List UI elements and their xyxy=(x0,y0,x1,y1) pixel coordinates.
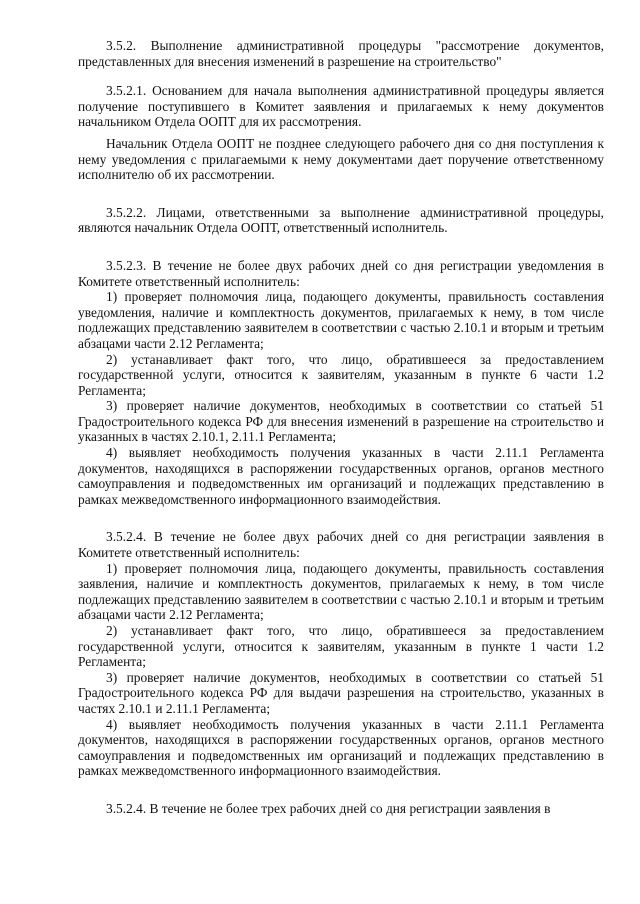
list-item: 1) проверяет полномочия лица, подающего документы, правильность составления уведомления, наличие и комплектность документов, прилагаемых к нему, в том числе подлежащих представлению заявителем в соответствии с частью 2.10.1 и вторым и третьим абзацами части 2.12 Регламента; xyxy=(78,289,604,351)
list-item: 4) выявляет необходимость получения указанных в части 2.11.1 Регламента документов, находящихся в распоряжении государственных органов, органов местного самоуправления и подведомственных им организаций и подлежащих представлению в рамках межведомственного информационного взаимодействия. xyxy=(78,445,604,507)
paragraph-3-5-2-4-second: 3.5.2.4. В течение не более трех рабочих дней со дня регистрации заявления в xyxy=(106,800,551,816)
paragraph-head-instruction: Начальник Отдела ООПТ не позднее следующего рабочего дня со дня поступления к нему уведомления с прилагаемыми к нему документами дает поручение ответственному исполнителю об их рассмотрении. xyxy=(78,135,604,183)
list-item: 3) проверяет наличие документов, необходимых в соответствии со статьей 51 Градостроительного кодекса РФ для внесения изменений в разрешение на строительство и указанных в частях 2.10.1, 2.11.1 Регламента; xyxy=(78,398,604,445)
list-item: 2) устанавливает факт того, что лицо, обратившееся за предоставлением государственной услуги, относится к заявителям, указанным в пункте 1 части 1.2 Регламента; xyxy=(78,623,604,670)
paragraph-3-5-2-1: 3.5.2.1. Основанием для начала выполнения административной процедуры является получение поступившего в Комитет заявления и прилагаемых к нему документов начальником Отдела ООПТ для их рассмотрения. xyxy=(78,83,604,130)
paragraph-3-5-2-4: 3.5.2.4. В течение не более двух рабочих дней со дня регистрации заявления в Комитете ответственный исполнитель: xyxy=(78,529,604,561)
list-item: 1) проверяет полномочия лица, подающего документы, правильность составления заявления, наличие и комплектность документов, прилагаемых к нему, в том числе подлежащих представлению заявителем в соответствии с частью 2.10.1 и вторым и третьим абзацами части 2.12 Регламента; xyxy=(78,560,604,623)
list-item: 3) проверяет наличие документов, необходимых в соответствии со статьей 51 Градостроительного кодекса РФ для выдачи разрешения на строительство, указанных в частях 2.10.1 и 2.11.1 Регламента; xyxy=(78,669,604,716)
paragraph-3-5-2-2: 3.5.2.2. Лицами, ответственными за выполнение административной процедуры, являются начальник Отдела ООПТ, ответственный исполнитель. xyxy=(78,204,604,236)
paragraph-3-5-2-3: 3.5.2.3. В течение не более двух рабочих дней со дня регистрации уведомления в Комитете ответственный исполнитель: xyxy=(78,257,604,289)
list-item: 4) выявляет необходимость получения указанных в части 2.11.1 Регламента документов, находящихся в распоряжении государственных органов, органов местного самоуправления и подведомственных им организаций и подлежащих представлению в рамках межведомственного информационного взаимодействия. xyxy=(78,716,604,779)
list-item: 2) устанавливает факт того, что лицо, обратившееся за предоставлением государственной услуги, относится к заявителям, указанным в пункте 6 части 1.2 Регламента; xyxy=(78,351,604,398)
section-heading-3-5-2: 3.5.2. Выполнение административной процедуры "рассмотрение документов, представленных для внесения изменений в разрешение на строительство" xyxy=(78,38,604,69)
